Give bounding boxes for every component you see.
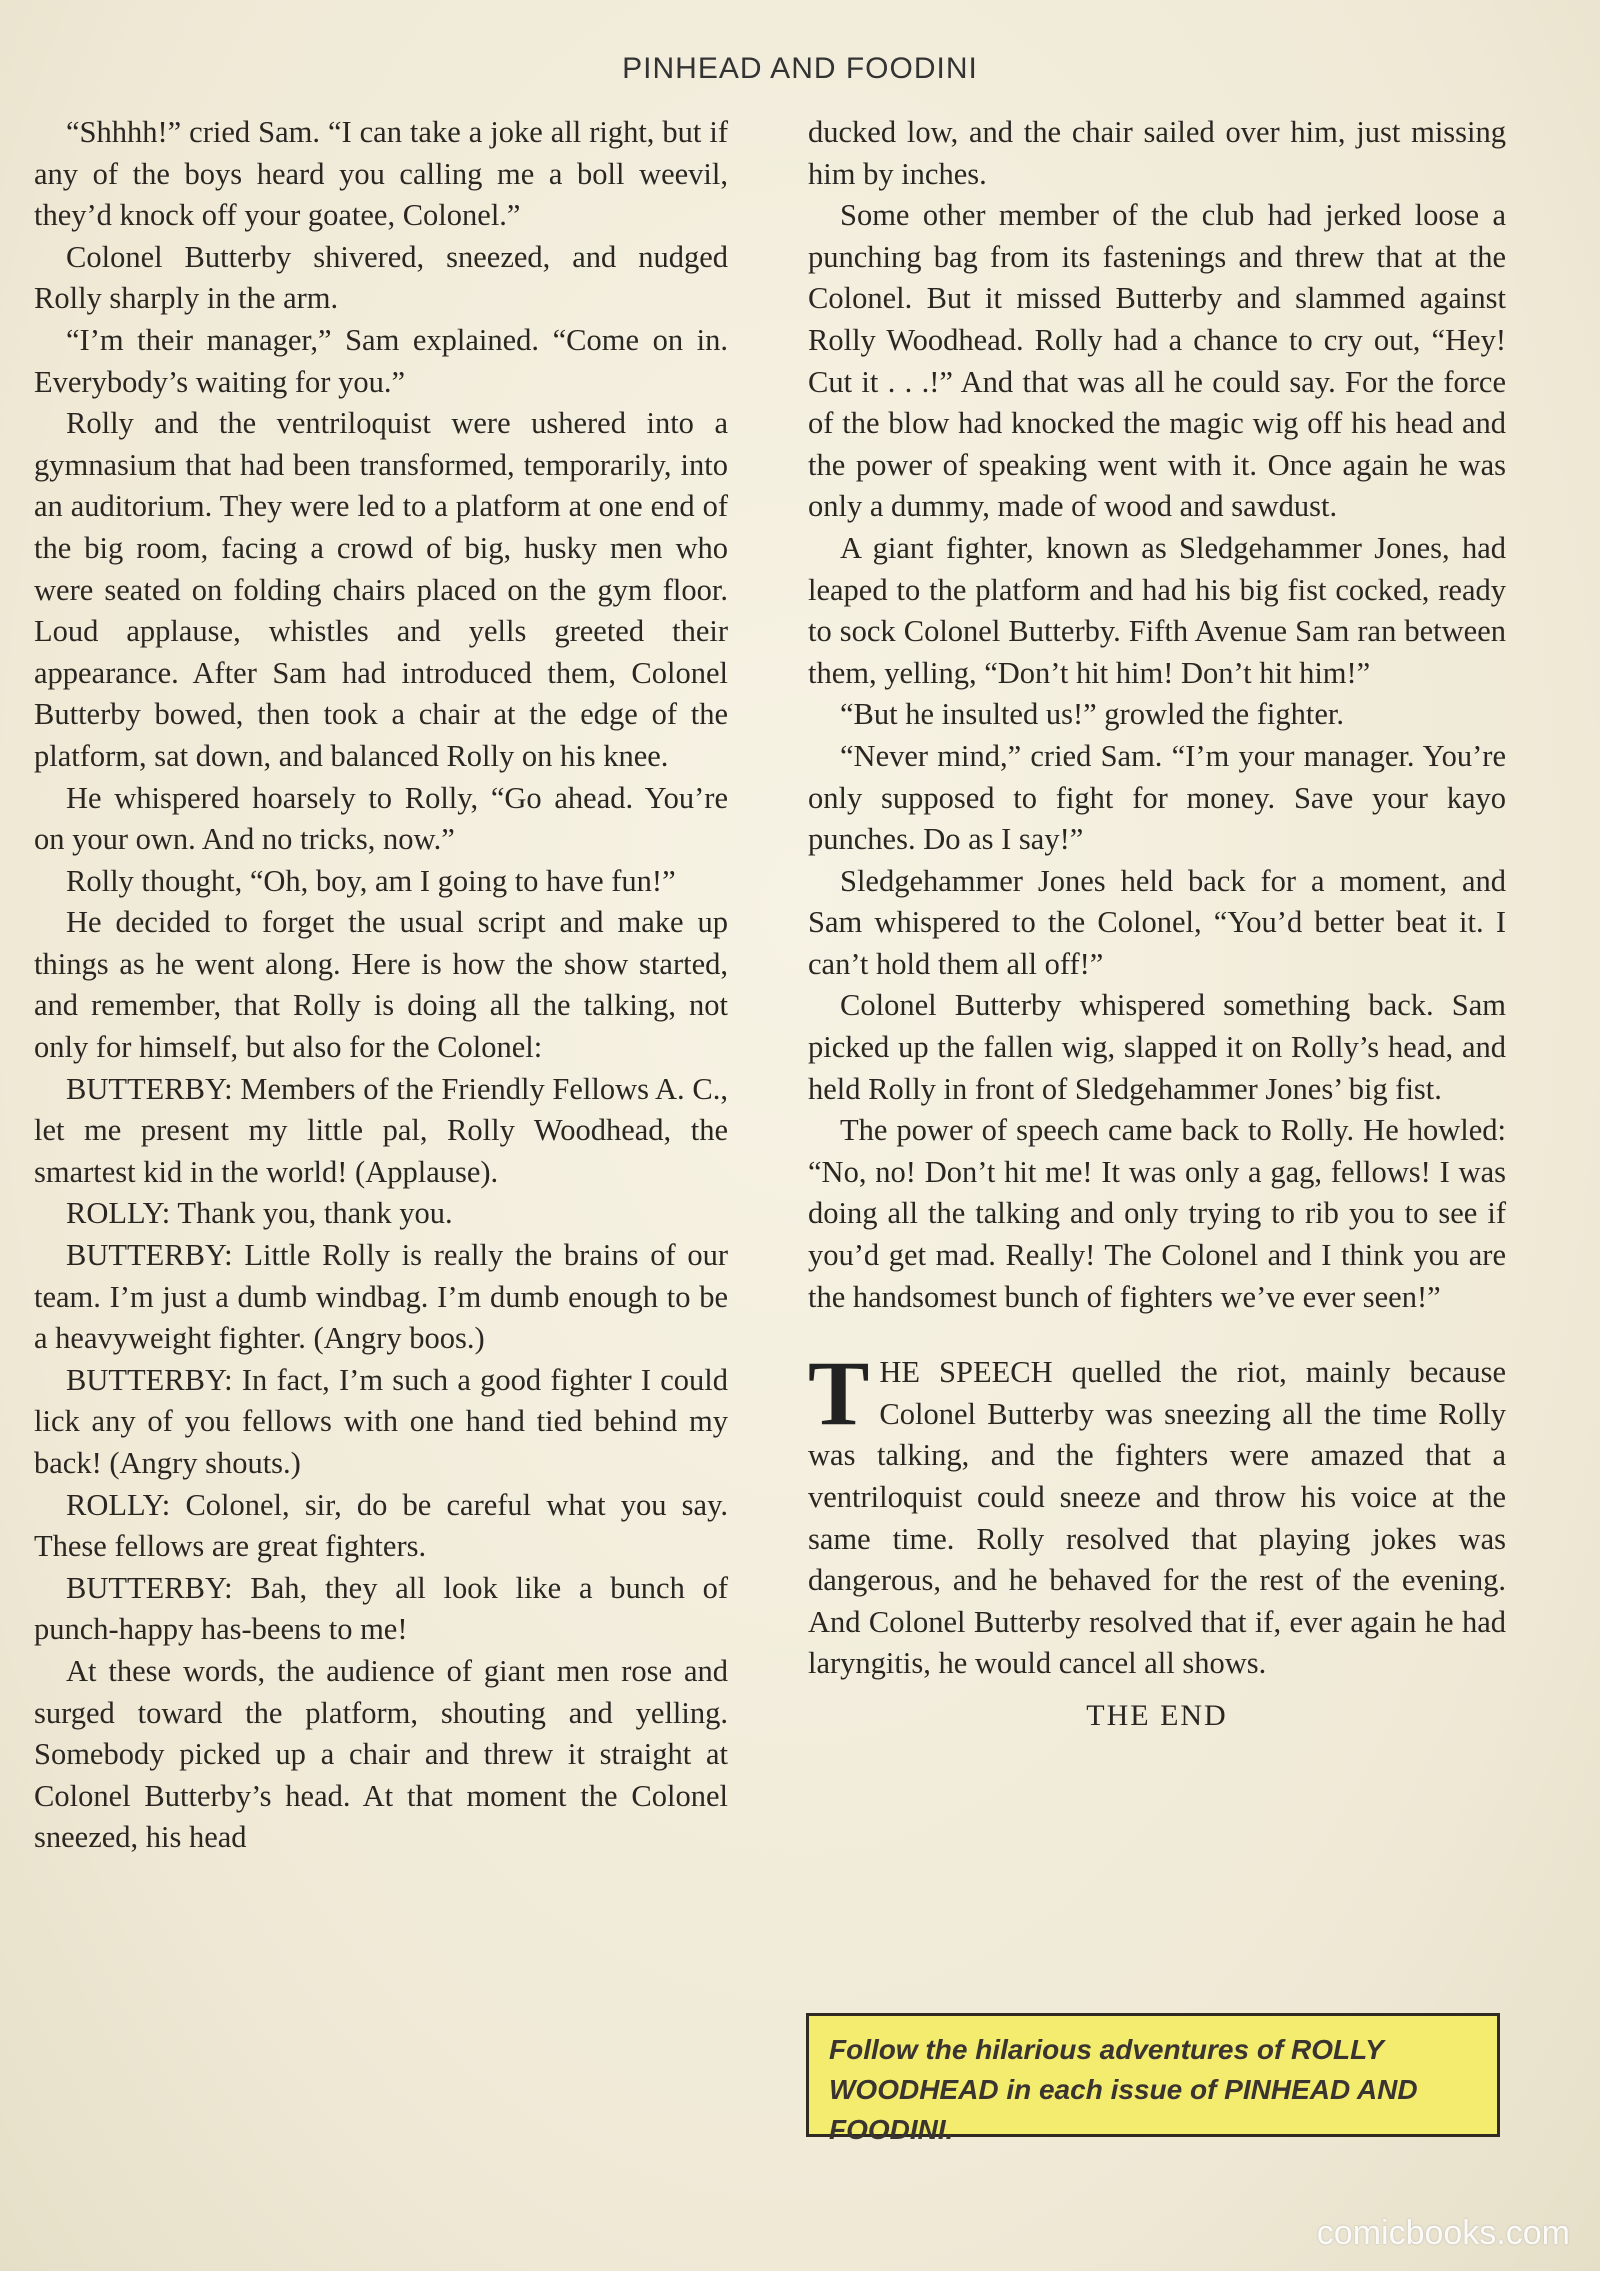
section-text: HE SPEECH quelled the riot, mainly because Colonel Butterby was sneezing all the time Rolly was talking, and the fighters were amazed that a ventriloquist could sneeze and throw his voice at the same time. Rolly resolved that playing jokes was dangerous, and he behaved for the rest of the evening. And Colonel Butterby resolved that if, ever again he had laryngitis, he would cancel all shows. xyxy=(808,1355,1506,1681)
paragraph: He decided to forget the usual script and make up things as he went along. Here is how the show started, and remember, that Rolly is doing all the talking, not only for himself, but also for the Colonel: xyxy=(34,905,728,1065)
paragraph: “I’m their manager,” Sam explained. “Come on in. Everybody’s waiting for you.” xyxy=(34,322,728,399)
paragraph: BUTTERBY: Bah, they all look like a bunch of punch-happy has-beens to me! xyxy=(34,1570,728,1647)
paragraph: He whispered hoarsely to Rolly, “Go ahead. You’re on your own. And no tricks, now.” xyxy=(34,780,728,857)
paragraph: Rolly and the ventriloquist were ushered into a gymnasium that had been transformed, temporarily, into an auditorium. They were led to a platform at one end of the big room, facing a crowd of big, husky men who were seated on folding chairs placed on the gym floor. Loud applause, whistles and yells greeted their appearance. After Sam had introduced them, Colonel Butterby bowed, then took a chair at the edge of the platform, sat down, and balanced Rolly on his knee. xyxy=(34,406,728,773)
paragraph: “Never mind,” cried Sam. “I’m your manager. You’re only supposed to fight for money. Save your kayo punches. Do as I say!” xyxy=(808,738,1506,857)
paragraph: The power of speech came back to Rolly. He howled: “No, no! Don’t hit me! It was only a gag, fellows! I was doing all the talking and only trying to rib you to see if you’d get mad. Really! The Colonel and I think you are the handsomest bunch of fighters we’ve ever seen!” xyxy=(808,1113,1506,1314)
left-column xyxy=(34,112,728,1859)
drop-cap: T xyxy=(808,1342,870,1445)
paragraph: Some other member of the club had jerked loose a punching bag from its fastenings and threw that at the Colonel. But it missed Butterby and slammed against Rolly Woodhead. Rolly had a chance to cry out, “Hey! Cut it . . .!” And that was all he could say. For the force of the blow had knocked the magic wig off his head and the power of speaking went with it. Once again he was only a dummy, made of wood and sawdust. xyxy=(808,198,1506,524)
paragraph: “Shhhh!” cried Sam. “I can take a joke all right, but if any of the boys heard you calling me a boll weevil, they’d knock off your goatee, Colonel.” xyxy=(34,115,728,233)
paragraph: Sledgehammer Jones held back for a moment, and Sam whispered to the Colonel, “You’d better beat it. I can’t hold them all off!” xyxy=(808,863,1506,981)
the-end: THE END xyxy=(1086,1698,1228,1732)
paragraph: Rolly thought, “Oh, boy, am I going to have fun!” xyxy=(66,863,676,898)
paragraph: Colonel Butterby shivered, sneezed, and nudged Rolly sharply in the arm. xyxy=(34,239,728,316)
paragraph: A giant fighter, known as Sledgehammer Jones, had leaped to the platform and had his big fist cocked, ready to sock Colonel Butterby. Fifth Avenue Sam ran between them, yelling, “Don’t hit him! Don’t hit him!” xyxy=(808,530,1506,690)
running-head: PINHEAD AND FOODINI xyxy=(622,52,978,85)
right-column xyxy=(808,112,1506,1737)
paragraph: At these words, the audience of giant men rose and surged toward the platform, shouting and yelling. Somebody picked up a chair and threw it straight at Colonel Butterby’s head. At that moment the Colonel sneezed, his head xyxy=(34,1653,728,1855)
watermark: comicbooks.com xyxy=(1316,2214,1570,2252)
promo-box: Follow the hilarious adventures of ROLLY WOODHEAD in each issue of PINHEAD AND FOODINI. xyxy=(806,2013,1500,2137)
paragraph: “But he insulted us!” growled the fighter. xyxy=(840,697,1344,732)
paragraph: BUTTERBY: Little Rolly is really the brains of our team. I’m just a dumb windbag. I’m dumb enough to be a heavyweight fighter. (Angry boos.) xyxy=(34,1238,728,1356)
paragraph: BUTTERBY: In fact, I’m such a good fighter I could lick any of you fellows with one hand tied behind my back! (Angry shouts.) xyxy=(34,1362,728,1480)
paragraph: ducked low, and the chair sailed over him, just missing him by inches. xyxy=(808,115,1506,191)
paragraph: Colonel Butterby whispered something back. Sam picked up the fallen wig, slapped it on Rolly’s head, and held Rolly in front of Sledgehammer Jones’ big fist. xyxy=(808,988,1506,1106)
paragraph: ROLLY: Thank you, thank you. xyxy=(66,1196,453,1231)
paragraph: BUTTERBY: Members of the Friendly Fellows A. C., let me present my little pal, Rolly Woodhead, the smartest kid in the world! (Applause). xyxy=(34,1071,728,1189)
paragraph: ROLLY: Colonel, sir, do be careful what you say. These fellows are great fighters. xyxy=(34,1487,728,1564)
section-paragraph xyxy=(808,1342,1506,1685)
